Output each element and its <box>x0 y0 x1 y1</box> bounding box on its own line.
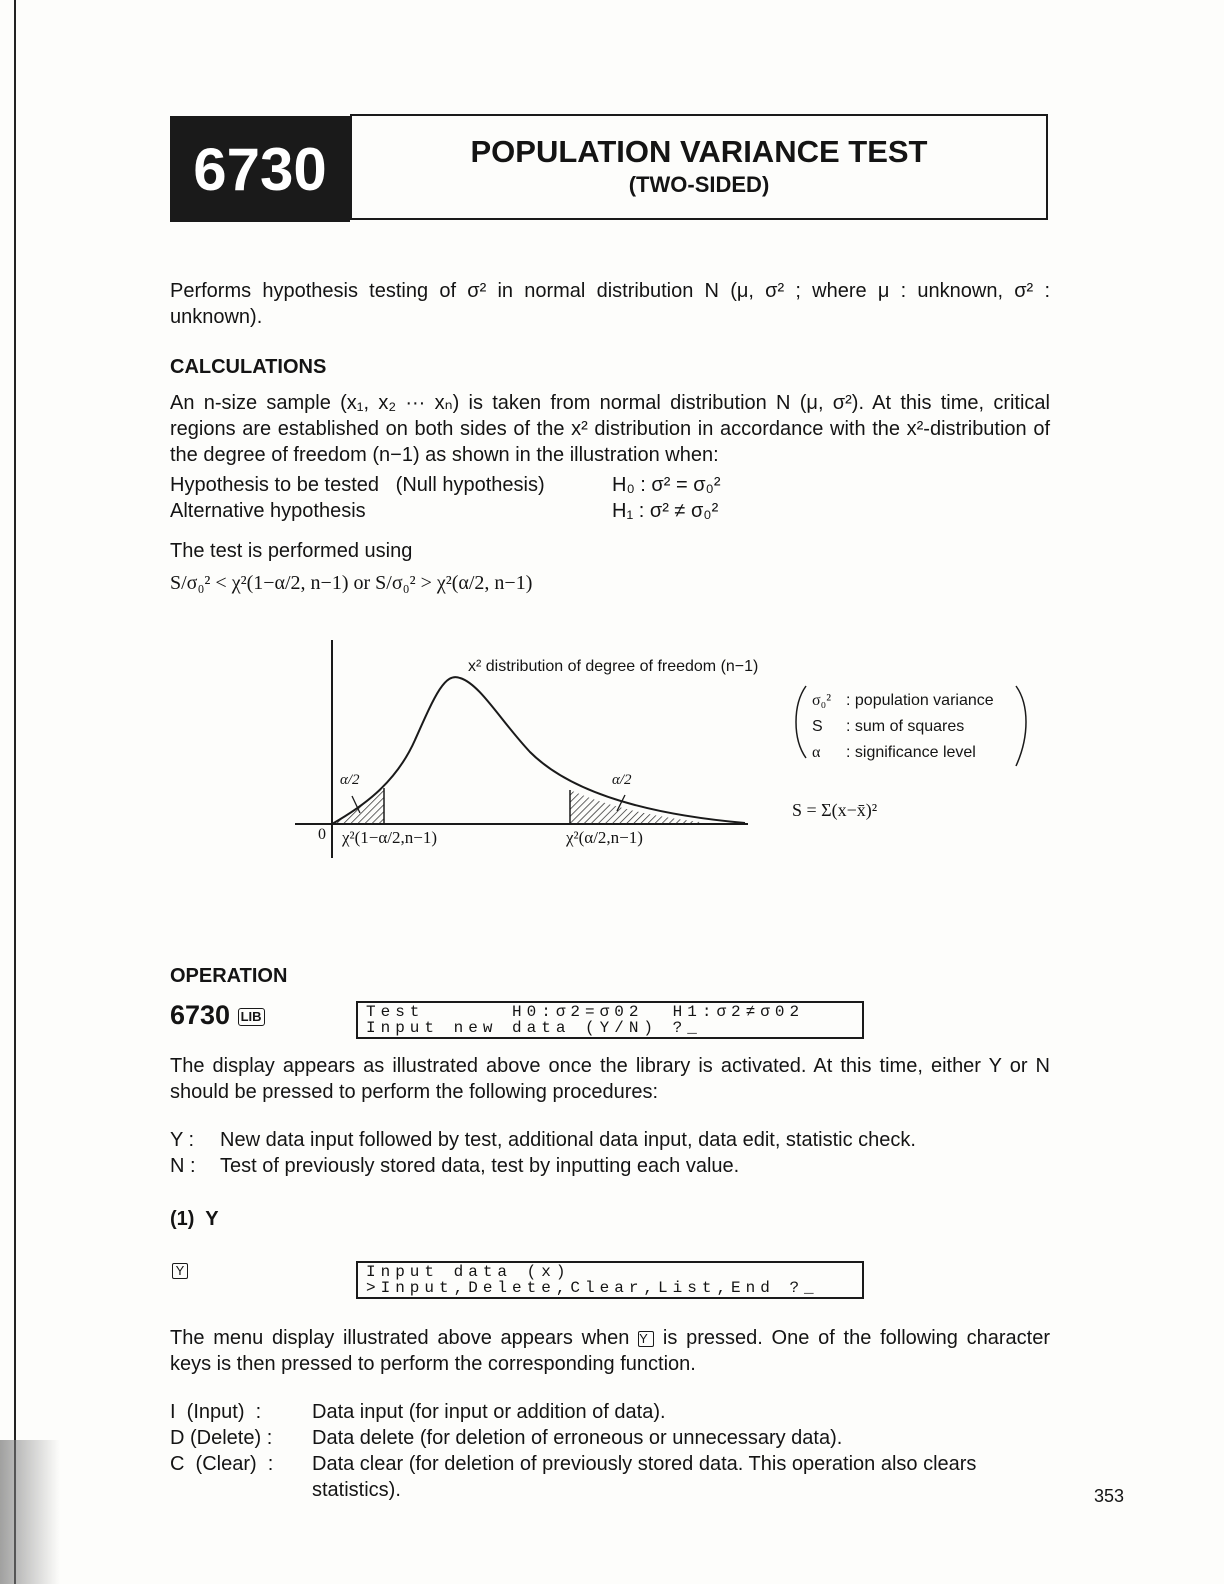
function-list <box>170 1399 1050 1503</box>
option-y: Y : New data input followed by test, additional data input, data edit, statistic check. <box>170 1129 916 1151</box>
legend <box>812 688 994 766</box>
right-critical-value: χ²(α/2,n−1) <box>566 828 643 847</box>
step-heading: (1) Y <box>170 1208 219 1230</box>
option-list <box>170 1127 916 1179</box>
calculations-heading: CALCULATIONS <box>170 356 327 378</box>
legend-row: σ₀² : population variance <box>812 692 994 709</box>
library-number: 6730 <box>170 116 350 222</box>
operation-paragraph: The display appears as illustrated above once the library is activated. At this time, either Y or N should be pressed to perform the following procedures: <box>170 1055 1050 1103</box>
origin-label: 0 <box>318 826 326 843</box>
distribution-curve <box>332 677 745 824</box>
legend-row: S : sum of squares <box>812 718 965 735</box>
test-intro: The test is performed using <box>170 540 413 562</box>
page-number: 353 <box>1094 1486 1125 1506</box>
calculations-paragraph: An n-size sample (x₁, x₂ ··· xₙ) is taken from normal distribution N (μ, σ²). At this time, critical regions are established on both sides of the x² distribution in accordance with the x²-distribution of the degree of freedom (n−1) as shown in the illustration when: <box>170 392 1050 466</box>
lib-key-icon: LIB <box>238 1008 265 1026</box>
lcd-display-2: Input data (x) >Input,Delete,Clear,List,End ?_ <box>356 1261 864 1299</box>
alternative-hypothesis: H₁ : σ² ≠ σ₀² <box>612 500 719 522</box>
legend-row: α : significance level <box>812 744 976 761</box>
function-clear: C (Clear) : Data clear (for deletion of previously stored data. This operation also clears statistics). <box>170 1453 977 1501</box>
option-n: N : Test of previously stored data, test by inputting each value. <box>170 1155 740 1177</box>
null-hypothesis-label: Hypothesis to be tested (Null hypothesis) <box>170 474 545 496</box>
right-alpha-label: α/2 <box>612 772 632 788</box>
step-key <box>172 1262 188 1280</box>
test-formula: S/σ₀² < χ²(1−α/2, n−1) or S/σ₀² > χ²(α/2, n−1) <box>170 572 533 594</box>
y-key-icon: Y <box>638 1331 654 1347</box>
operation-code: 6730 LIB <box>170 1000 265 1031</box>
menu-paragraph: The menu display illustrated above appears when Y is pressed. One of the following character keys is then pressed to perform the corresponding function. <box>170 1327 1051 1375</box>
function-delete: D (Delete) : Data delete (for deletion of erroneous or unnecessary data). <box>170 1427 843 1449</box>
page-subtitle: (TWO-SIDED) <box>628 172 770 197</box>
curve-label: x² distribution of degree of freedom (n−1) <box>468 658 759 675</box>
null-hypothesis: H₀ : σ² = σ₀² <box>612 474 721 496</box>
alternative-hypothesis-label: Alternative hypothesis <box>170 500 366 522</box>
page-title: POPULATION VARIANCE TEST <box>470 134 928 169</box>
left-alpha-label: α/2 <box>340 772 360 788</box>
sum-of-squares-formula: S = Σ(x−x̄)² <box>792 800 878 820</box>
right-tail-region <box>570 790 700 824</box>
operation-heading: OPERATION <box>170 965 288 987</box>
function-input: I (Input) : Data input (for input or addition of data). <box>170 1401 666 1423</box>
lcd-display-1: Test H0:σ2=σ02 H1:σ2≠σ02 Input new data (Y/N) ?_ <box>356 1001 864 1039</box>
left-critical-value: χ²(1−α/2,n−1) <box>342 828 438 847</box>
y-key-icon: Y <box>172 1263 188 1279</box>
intro-paragraph: Performs hypothesis testing of σ² in normal distribution N (μ, σ² ; where μ : unknown, σ² : unknown). <box>170 280 1050 328</box>
